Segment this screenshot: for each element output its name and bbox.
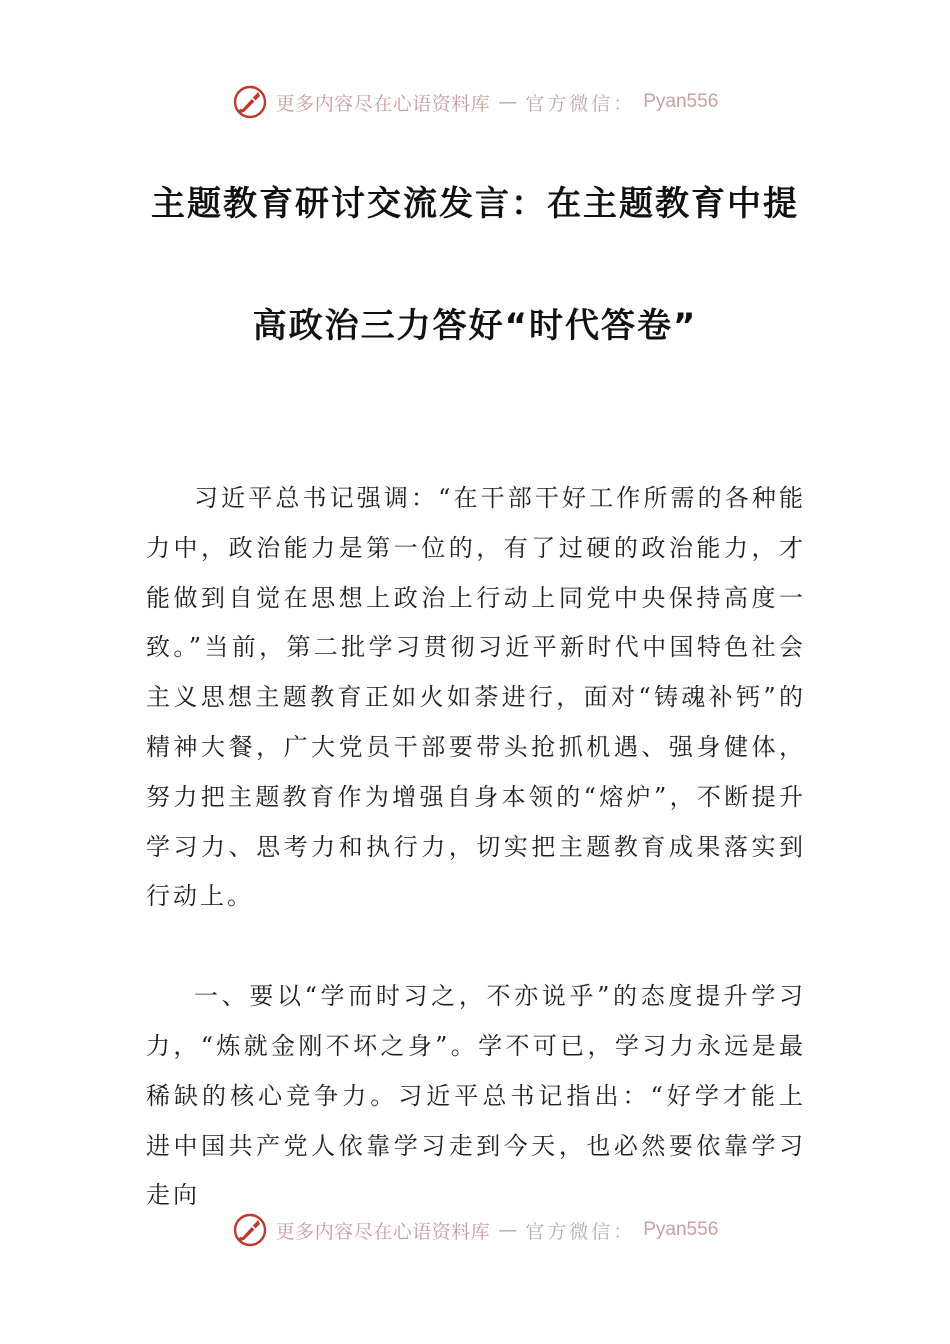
document-title-line-1: 主题教育研讨交流发言：在主题教育中提 (151, 184, 799, 224)
banner-wechat-id: Pyan556 (643, 91, 719, 112)
banner-main-text: 更多内容尽在心语资料库 (275, 92, 491, 115)
document-title-line-2: 高政治三力答好“时代答卷” (252, 306, 698, 346)
header-watermark-banner (0, 80, 950, 124)
banner-sub-text: 官方微信： (525, 92, 636, 115)
banner-main-text: 更多内容尽在心语资料库 (275, 1220, 491, 1243)
banner-dash: — (498, 1219, 518, 1241)
banner-wechat-id: Pyan556 (643, 1219, 719, 1240)
footer-watermark-banner (0, 1208, 950, 1252)
banner-dash: — (498, 91, 518, 113)
feather-pen-logo-icon (232, 84, 268, 120)
body-paragraph-1: 习近平总书记强调：“在干部干好工作所需的各种能力中，政治能力是第一位的，有了过硬的政治能力，才能做到自觉在思想上政治上行动上同党中央保持高度一致。”当前，第二批学习贯彻习近平新时代中国特色社会主义思想主题教育正如火如荼进行，面对“铸魂补钙”的精神大餐，广大党员干部要带头抢抓机遇、强身健体，努力把主题教育作为增强自身本领的“熔炉”，不断提升学习力、思考力和执行力，切实把主题教育成果落实到行动上。 (146, 484, 806, 911)
body-paragraph-2: 一、要以“学而时习之，不亦说乎”的态度提升学习力，“炼就金刚不坏之身”。学不可已，学习力永远是最稀缺的核心竞争力。习近平总书记指出：“好学才能上进中国共产党人依靠学习走到今天，也必然要依靠学习走向 (146, 982, 806, 1210)
banner-sub-text: 官方微信： (525, 1220, 636, 1243)
feather-pen-logo-icon (232, 1212, 268, 1248)
document-body (146, 474, 806, 1221)
